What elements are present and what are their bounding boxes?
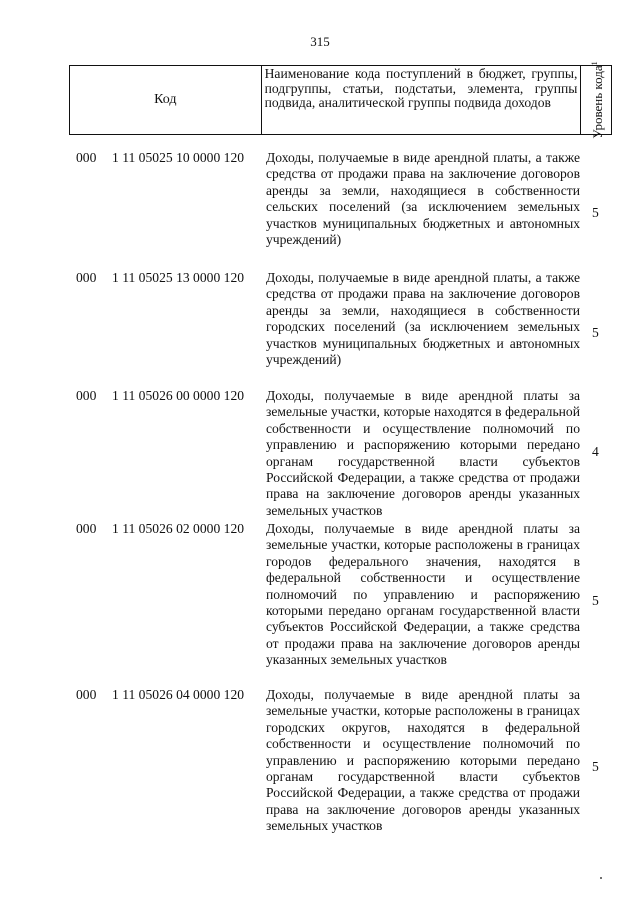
header-code-cell: Код (70, 66, 262, 135)
header-level-footnote: 1 (590, 61, 600, 66)
page-number: 315 (310, 34, 330, 49)
row-level: 5 (592, 759, 599, 774)
row-level: 5 (592, 593, 599, 608)
row-name: Доходы, получаемые в виде арендной платы за земельные участки, которые расположены в границах городских округов, находятся в федеральной собственности и осуществление полномочий по управлению и распоряжению которыми передано органам государственной власти субъектов Российской Федерации, а также средства от продажи права на заключение договоров аренды указанных земельных участков (266, 687, 580, 834)
header-level-label (588, 61, 604, 138)
header-level-cell (581, 61, 612, 139)
row-prefix: 000 (76, 687, 97, 702)
row-name: Доходы, получаемые в виде арендной платы, а также средства от продажи права на заключение договоров аренды за земли, находящиеся в собственности сельских поселений (за исключением земельных участков муниципальных бюджетных и автономных учреждений) (266, 150, 580, 248)
row-prefix: 000 (76, 270, 97, 285)
header-name-cell: Наименование кода поступлений в бюджет, группы, подгруппы, статьи, подстатьи, элемента, группы подвида, аналитической группы подвида доходов (261, 66, 581, 135)
row-name: Доходы, получаемые в виде арендной платы за земельные участки, которые расположены в границах городов федерального значения, находятся в федеральной собственности и осуществление полномочий по управлению и распоряжению которыми передано органам государственной власти субъектов Российской Федерации, а также средства от продажи права на заключение договоров аренды указанных земельных участков (266, 521, 580, 668)
row-prefix: 000 (76, 388, 97, 403)
row-code: 1 11 05025 10 0000 120 (112, 150, 245, 165)
row-level: 5 (592, 205, 599, 220)
row-code: 1 11 05026 04 0000 120 (112, 687, 245, 702)
row-level: 5 (592, 325, 599, 340)
scan-speck (600, 877, 602, 879)
row-code: 1 11 05026 02 0000 120 (112, 521, 245, 536)
row-prefix: 000 (76, 521, 97, 536)
row-name: Доходы, получаемые в виде арендной платы, а также средства от продажи права на заключение договоров аренды за земли, находящиеся в собственности городских поселений (за исключением земельных участков муниципальных бюджетных и автономных учреждений) (266, 270, 580, 368)
table-header (69, 61, 612, 139)
row-code: 1 11 05026 00 0000 120 (112, 388, 245, 403)
row-code: 1 11 05025 13 0000 120 (112, 270, 245, 285)
header-level-text: Уровень кода (590, 65, 606, 139)
row-name: Доходы, получаемые в виде арендной платы за земельные участки, которые находятся в федеральной собственности и осуществление полномочий по управлению и распоряжению которыми передано органам государственной власти субъектов Российской Федерации, а также средства от продажи права на заключение договоров аренды указанных земельных участков (266, 388, 580, 518)
row-prefix: 000 (76, 150, 97, 165)
row-level: 4 (592, 444, 599, 459)
